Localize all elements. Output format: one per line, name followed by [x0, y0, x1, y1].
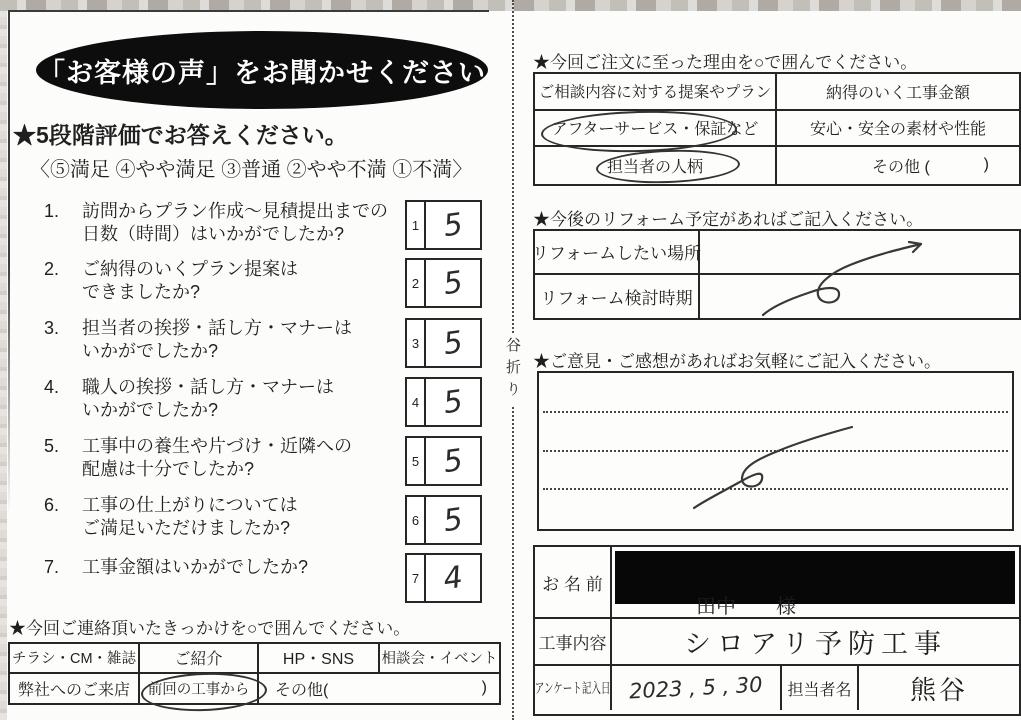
handwritten-answer: 5 — [441, 442, 465, 480]
question-number: 4. — [44, 377, 60, 397]
question-text-line2: 日数（時間）はいかがでしたか? — [82, 224, 345, 244]
question-row-5 — [44, 435, 404, 481]
contact-option: 相談会・イベント — [380, 644, 499, 674]
answer-box-4 — [405, 377, 482, 427]
work-label: 工事内容 — [535, 619, 612, 664]
reason-option: 安心・安全の素材や性能 — [777, 111, 1019, 148]
rating-scale-legend: 〈⑤満足 ④やや満足 ③普通 ②やや不満 ①不満〉 — [30, 159, 473, 181]
name-partial-fragment: 田中 様 — [696, 594, 796, 618]
contact-option-circled: 前回の工事から — [140, 674, 259, 704]
work-row — [535, 619, 1019, 666]
reform-row-label: リフォームしたい場所 — [535, 231, 700, 275]
question-text-line2: いかがでしたか? — [82, 400, 219, 420]
answer-box-7 — [405, 553, 482, 603]
staff-label: 担当者名 — [782, 666, 859, 710]
question-text-line1: 工事の仕上がりについては — [82, 495, 298, 515]
contact-option-other — [259, 674, 499, 704]
reason-option-circled: アフターサービス・保証など — [535, 111, 777, 148]
rating-heading: ★5段階評価でお答えください。 — [13, 122, 348, 148]
name-label: お 名 前 — [535, 547, 612, 617]
left-page-border-top — [8, 10, 489, 12]
order-reason-heading: ★今回ご注文に至った理由を○で囲んでください。 — [533, 53, 918, 72]
answer-box-6 — [405, 495, 482, 545]
name-value-cell — [612, 547, 1019, 617]
date-staff-row — [535, 666, 1019, 710]
answer-box-1 — [405, 200, 482, 250]
handwritten-answer: 5 — [441, 324, 465, 362]
question-text-line1: 担当者の挨拶・話し方・マナーは — [82, 318, 352, 338]
answer-box-number: 7 — [407, 555, 426, 601]
other-label: その他( — [275, 681, 329, 699]
question-number: 2. — [44, 259, 60, 279]
question-text-line1: 職人の挨拶・話し方・マナーは — [82, 377, 334, 397]
question-row-7 — [44, 556, 404, 579]
date-value-cell — [612, 666, 782, 710]
handwritten-answer: 5 — [441, 501, 465, 539]
answer-box-2 — [405, 258, 482, 308]
question-number: 1. — [44, 201, 60, 221]
reason-option-other — [777, 147, 1019, 184]
answer-box-number: 4 — [407, 379, 426, 425]
contact-option: チラシ・CM・雑誌 — [10, 644, 140, 674]
answer-box-number: 6 — [407, 497, 426, 543]
handwritten-answer: 4 — [441, 559, 465, 597]
comments-heading: ★ご意見・ご感想があればお気軽にご記入ください。 — [533, 352, 941, 371]
reform-plan-heading: ★今後のリフォーム予定があればご記入ください。 — [533, 210, 924, 229]
handwritten-answer: 5 — [441, 383, 465, 421]
contact-source-heading: ★今回ご連絡頂いたきっかけを○で囲んでください。 — [9, 619, 411, 638]
contact-option: HP・SNS — [259, 644, 380, 674]
banner-title: 「お客様の声」をお聞かせください — [38, 57, 486, 88]
question-row-3 — [44, 317, 404, 363]
other-label: その他 ( — [872, 158, 930, 176]
left-page-border-left — [8, 10, 10, 570]
question-number: 6. — [44, 495, 60, 515]
staff-value: 熊谷 — [909, 675, 968, 706]
question-text-line1: 工事中の養生や片づけ・近隣への — [82, 436, 352, 456]
reason-option: 納得のいく工事金額 — [777, 74, 1019, 111]
reason-option-circled: 担当者の人柄 — [535, 147, 777, 184]
contact-option: ご紹介 — [140, 644, 259, 674]
customer-info-table — [533, 545, 1021, 716]
scan-edge-left — [0, 11, 7, 720]
answer-box-number: 2 — [407, 260, 426, 306]
contact-option: 弊社へのご来店 — [10, 674, 140, 704]
answer-box-5 — [405, 436, 482, 486]
question-number: 3. — [44, 318, 60, 338]
customer-voice-banner — [36, 31, 488, 109]
answer-box-number: 1 — [407, 202, 426, 248]
handwritten-answer: 5 — [441, 206, 465, 244]
question-row-2 — [44, 258, 404, 304]
reform-row-label: リフォーム検討時期 — [535, 275, 700, 319]
question-number: 7. — [44, 557, 60, 577]
other-close-paren: ) — [983, 156, 989, 174]
question-text-line2: いかがでしたか? — [82, 341, 219, 361]
question-text-line2: できましたか? — [82, 282, 201, 302]
question-row-1 — [44, 200, 404, 246]
name-row — [535, 547, 1019, 619]
question-row-4 — [44, 376, 404, 422]
question-text-line1: ご納得のいくプラン提案は — [82, 259, 298, 279]
question-text-line2: 配慮は十分でしたか? — [82, 459, 255, 479]
other-close-paren: ) — [481, 679, 487, 697]
answer-box-3 — [405, 318, 482, 368]
question-text-line1: 工事金額はいかがでしたか? — [82, 557, 309, 577]
handwritten-answer: 5 — [441, 264, 465, 302]
handwritten-strike-mark — [640, 405, 900, 520]
handwritten-strike-mark — [700, 225, 1021, 325]
answer-box-number: 5 — [407, 438, 426, 484]
answer-box-number: 3 — [407, 320, 426, 366]
reason-option: ご相談内容に対する提案やプラン — [535, 74, 777, 111]
question-text-line2: ご満足いただけましたか? — [82, 518, 291, 538]
question-text-line1: 訪問からプラン作成～見積提出までの — [82, 201, 388, 221]
question-row-6 — [44, 494, 404, 540]
fold-label: 谷折り — [502, 334, 523, 406]
date-label: アンケート記入日 — [535, 666, 612, 710]
question-number: 5. — [44, 436, 60, 456]
work-value: シロアリ予防工事 — [684, 629, 947, 660]
handwritten-date: 2023 , 5 , 30 — [628, 672, 764, 704]
